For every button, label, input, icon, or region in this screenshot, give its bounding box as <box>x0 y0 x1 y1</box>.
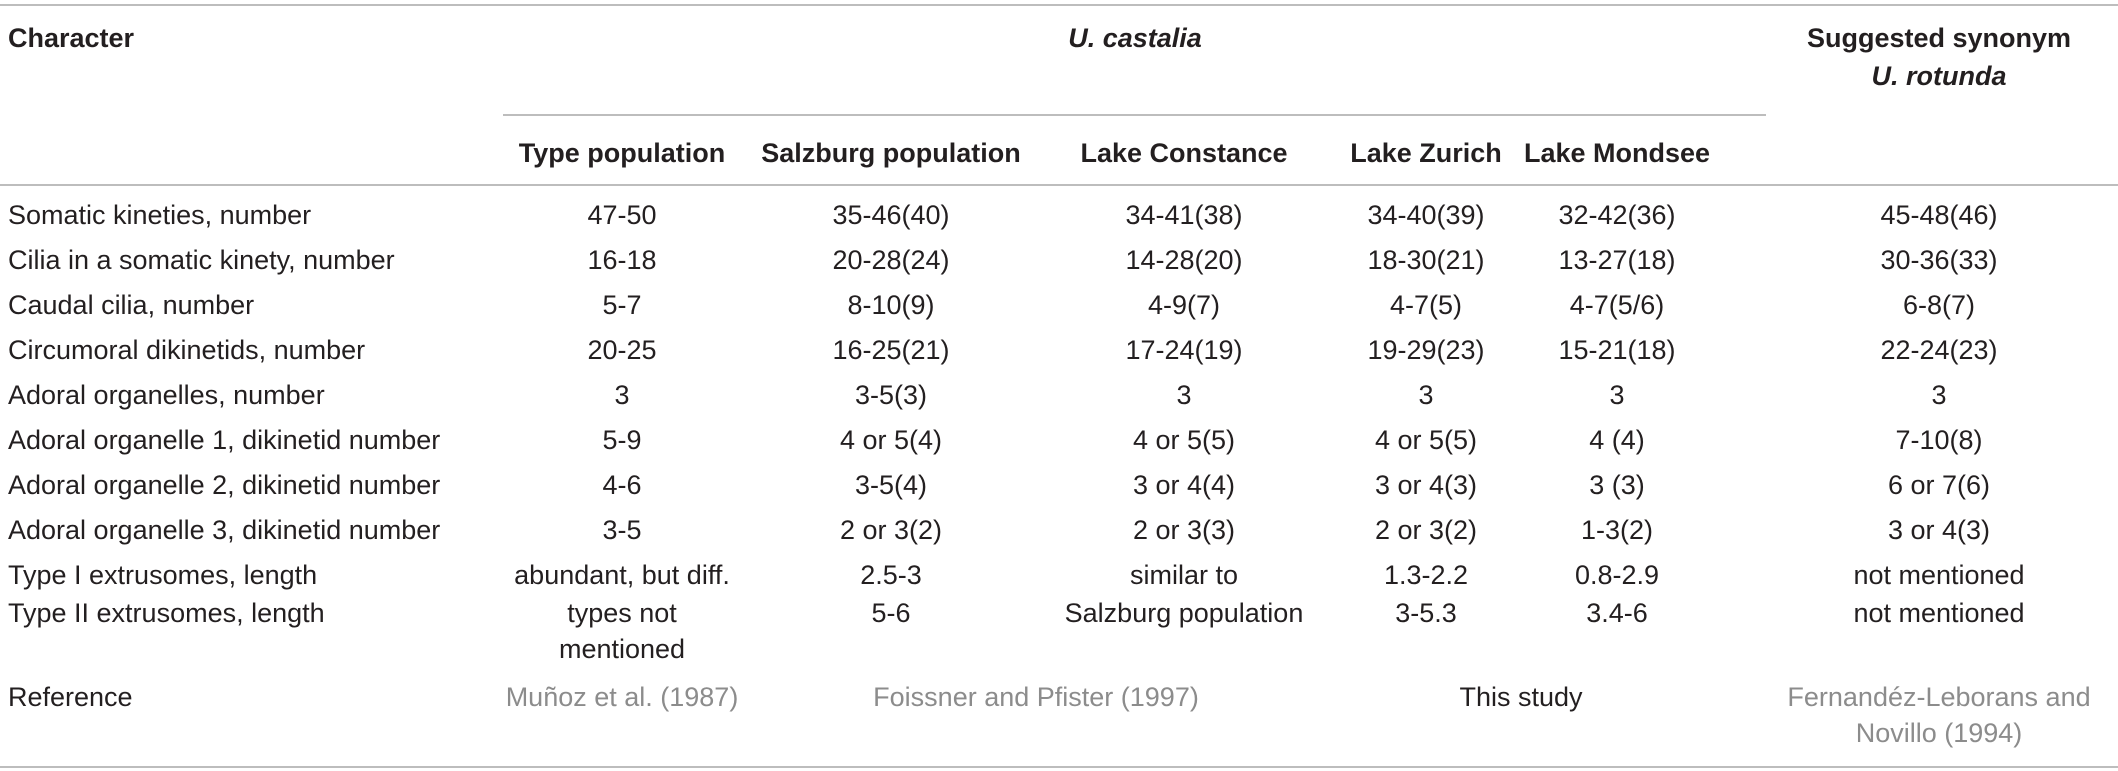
header-group-label: U. castalia <box>1068 23 1202 53</box>
table-cell: 4-7(5/6) <box>1569 290 1665 320</box>
table-cell: abundant, but diff. <box>514 560 730 590</box>
table-cell: 5-6 <box>871 598 911 628</box>
table-cell: 0.8-2.9 <box>1574 560 1660 590</box>
row-label: Caudal cilia, number <box>8 290 255 320</box>
table-cell: 3 <box>1609 380 1625 410</box>
table-cell: 6 or 7(6) <box>1887 470 1991 500</box>
header-col-salzburg: Salzburg population <box>761 138 1021 168</box>
table-cell: types not mentioned <box>558 598 686 664</box>
header-col-constance: Lake Constance <box>1080 138 1288 168</box>
row-label: Type I extrusomes, length <box>8 560 318 590</box>
table-cell: 15-21(18) <box>1558 335 1676 365</box>
table-cell: 1-3(2) <box>1580 515 1654 545</box>
row-label: Cilia in a somatic kinety, number <box>8 245 395 275</box>
table-cell: Salzburg population <box>1064 598 1304 628</box>
row-label: Adoral organelles, number <box>8 380 325 410</box>
table-cell: 16-25(21) <box>832 335 950 365</box>
reference-fernandez: Fernandéz-Leborans and Novillo (1994) <box>1787 682 2091 748</box>
table-cell: 3 <box>1931 380 1947 410</box>
table-cell: not mentioned <box>1853 598 2025 628</box>
row-label: Adoral organelle 2, dikinetid number <box>8 470 441 500</box>
row-label: Adoral organelle 3, dikinetid number <box>8 515 441 545</box>
table-cell: 18-30(21) <box>1367 245 1485 275</box>
table-cell: 3-5 <box>602 515 642 545</box>
table-cell: 20-25 <box>587 335 657 365</box>
header-synonym-line1: Suggested synonym <box>1806 23 2072 53</box>
table-cell: 4-6 <box>602 470 642 500</box>
table-cell: 4 or 5(5) <box>1132 425 1236 455</box>
table-cell: 3-5(3) <box>854 380 928 410</box>
row-label: Adoral organelle 1, dikinetid number <box>8 425 441 455</box>
table-cell: 16-18 <box>587 245 657 275</box>
table-cell: 45-48(46) <box>1880 200 1998 230</box>
table-cell: 3 <box>614 380 630 410</box>
table-cell: 19-29(23) <box>1367 335 1485 365</box>
table-cell: 22-24(23) <box>1880 335 1998 365</box>
table-cell: 3 or 4(3) <box>1374 470 1478 500</box>
table-cell: 3-5.3 <box>1395 598 1457 628</box>
bottom-rule <box>0 766 2118 768</box>
table-cell: 2 or 3(3) <box>1132 515 1236 545</box>
reference-label: Reference <box>8 682 133 712</box>
table-cell: 3-5(4) <box>854 470 928 500</box>
header-character: Character <box>8 23 135 53</box>
table-cell: 8-10(9) <box>847 290 935 320</box>
row-label: Circumoral dikinetids, number <box>8 335 366 365</box>
table-cell: not mentioned <box>1853 560 2025 590</box>
header-bottom-rule <box>0 184 2118 186</box>
table-cell: 34-40(39) <box>1367 200 1485 230</box>
table-cell: 3 or 4(3) <box>1887 515 1991 545</box>
row-label: Type II extrusomes, length <box>8 598 325 628</box>
table-cell: 4 (4) <box>1589 425 1645 455</box>
table-cell: 4 or 5(5) <box>1374 425 1478 455</box>
table-cell: 2 or 3(2) <box>1374 515 1478 545</box>
table-cell: 14-28(20) <box>1125 245 1243 275</box>
table-cell: 47-50 <box>587 200 657 230</box>
table-cell: 4-7(5) <box>1389 290 1463 320</box>
row-label: Somatic kineties, number <box>8 200 312 230</box>
reference-this-study: This study <box>1459 682 1583 712</box>
table-cell: 7-10(8) <box>1895 425 1983 455</box>
table-cell: 3 <box>1176 380 1192 410</box>
header-col-type-population: Type population <box>518 138 726 168</box>
table-cell: 17-24(19) <box>1125 335 1243 365</box>
table-cell: 5-7 <box>602 290 642 320</box>
table-cell: 30-36(33) <box>1880 245 1998 275</box>
table-cell: 3 or 4(4) <box>1132 470 1236 500</box>
table-cell: 2.5-3 <box>860 560 922 590</box>
table-cell: 32-42(36) <box>1558 200 1676 230</box>
table-cell: 1.3-2.2 <box>1383 560 1469 590</box>
table-cell: 3 <box>1418 380 1434 410</box>
table-cell: 5-9 <box>602 425 642 455</box>
table-cell: 3.4-6 <box>1586 598 1648 628</box>
table-cell: 6-8(7) <box>1902 290 1976 320</box>
reference-munoz: Muñoz et al. (1987) <box>505 682 739 712</box>
group-rule <box>503 114 1766 116</box>
table-cell: 4-9(7) <box>1147 290 1221 320</box>
header-col-zurich: Lake Zurich <box>1350 138 1502 168</box>
table-cell: 2 or 3(2) <box>839 515 943 545</box>
header-col-mondsee: Lake Mondsee <box>1523 138 1711 168</box>
table-cell: 34-41(38) <box>1125 200 1243 230</box>
table-cell: 3 (3) <box>1589 470 1645 500</box>
table-cell: 4 or 5(4) <box>839 425 943 455</box>
table-cell: 13-27(18) <box>1558 245 1676 275</box>
table-cell: similar to <box>1129 560 1239 590</box>
table-cell: 35-46(40) <box>832 200 950 230</box>
header-synonym-line2: U. rotunda <box>1871 61 2007 91</box>
reference-foissner: Foissner and Pfister (1997) <box>873 682 1199 712</box>
table-cell: 20-28(24) <box>832 245 950 275</box>
top-rule <box>0 4 2118 6</box>
